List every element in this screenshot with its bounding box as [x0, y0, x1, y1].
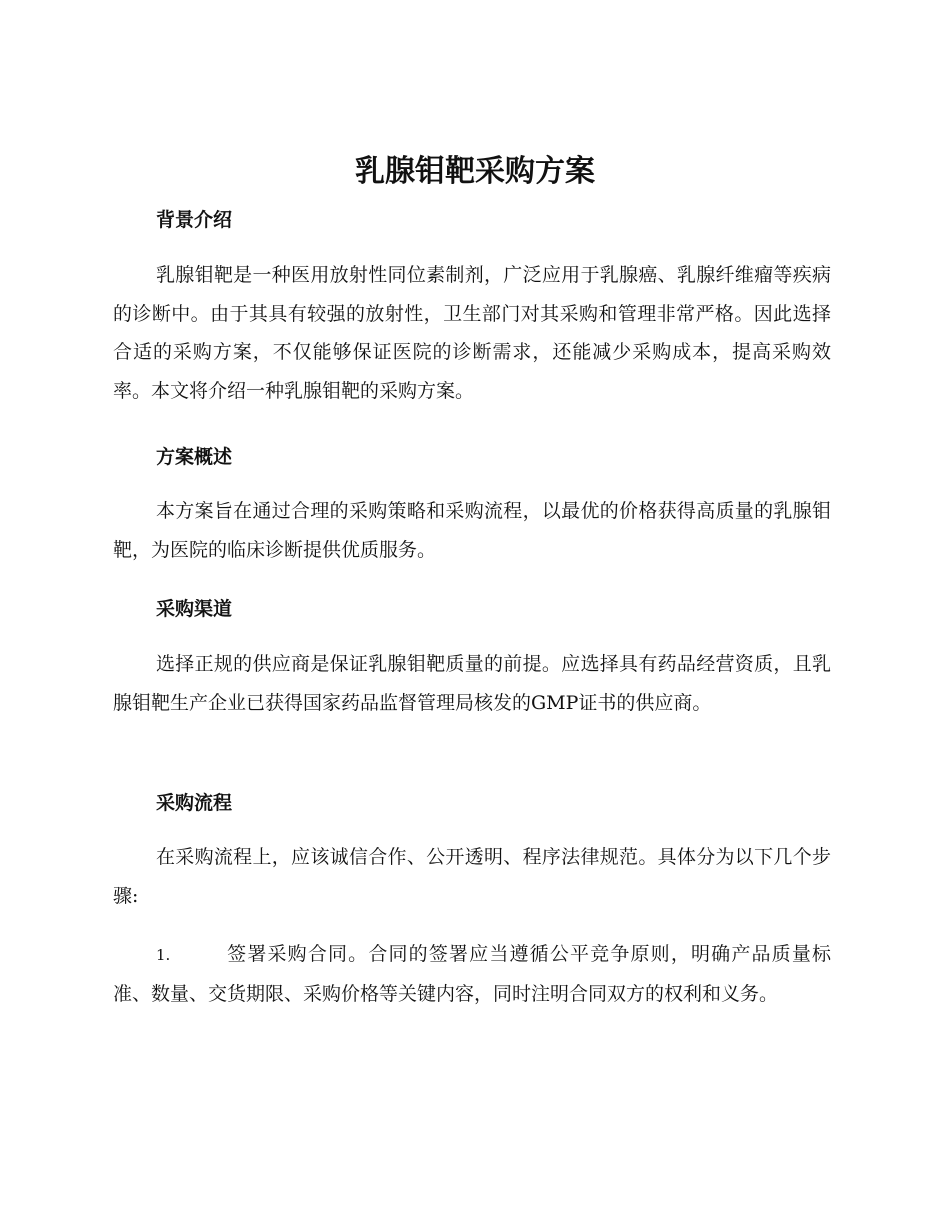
list-item-text: 签署采购合同。合同的签署应当遵循公平竞争原则，明确产品质量标准、数量、交货期限、采购价格等关键内容，同时注明合同双方的权利和义务。	[113, 943, 831, 1005]
list-item-number: 1.	[156, 946, 171, 964]
section-paragraph-background: 乳腺钼靶是一种医用放射性同位素制剂，广泛应用于乳腺癌、乳腺纤维瘤等疾病的诊断中。由于其具有较强的放射性，卫生部门对其采购和管理非常严格。因此选择合适的采购方案，不仅能够保证医院的诊断需求，还能减少采购成本，提高采购效率。本文将介绍一种乳腺钼靶的采购方案。	[113, 264, 831, 402]
section-heading-channels: 采购渠道	[156, 598, 233, 620]
section-paragraph-overview: 本方案旨在通过合理的采购策略和采购流程，以最优的价格获得高质量的乳腺钼靶，为医院的临床诊断提供优质服务。	[113, 500, 831, 561]
section-heading-overview: 方案概述	[156, 446, 233, 468]
section-heading-background: 背景介绍	[156, 209, 233, 231]
section-paragraph-process: 在采购流程上，应该诚信合作、公开透明、程序法律规范。具体分为以下几个步骤:	[113, 846, 831, 907]
document-title: 乳腺钼靶采购方案	[355, 154, 595, 189]
section-heading-process: 采购流程	[156, 792, 233, 814]
list-item	[113, 935, 831, 1013]
section-paragraph-channels: 选择正规的供应商是保证乳腺钼靶质量的前提。应选择具有药品经营资质，且乳腺钼靶生产企业已获得国家药品监督管理局核发的GMP证书的供应商。	[113, 653, 831, 714]
